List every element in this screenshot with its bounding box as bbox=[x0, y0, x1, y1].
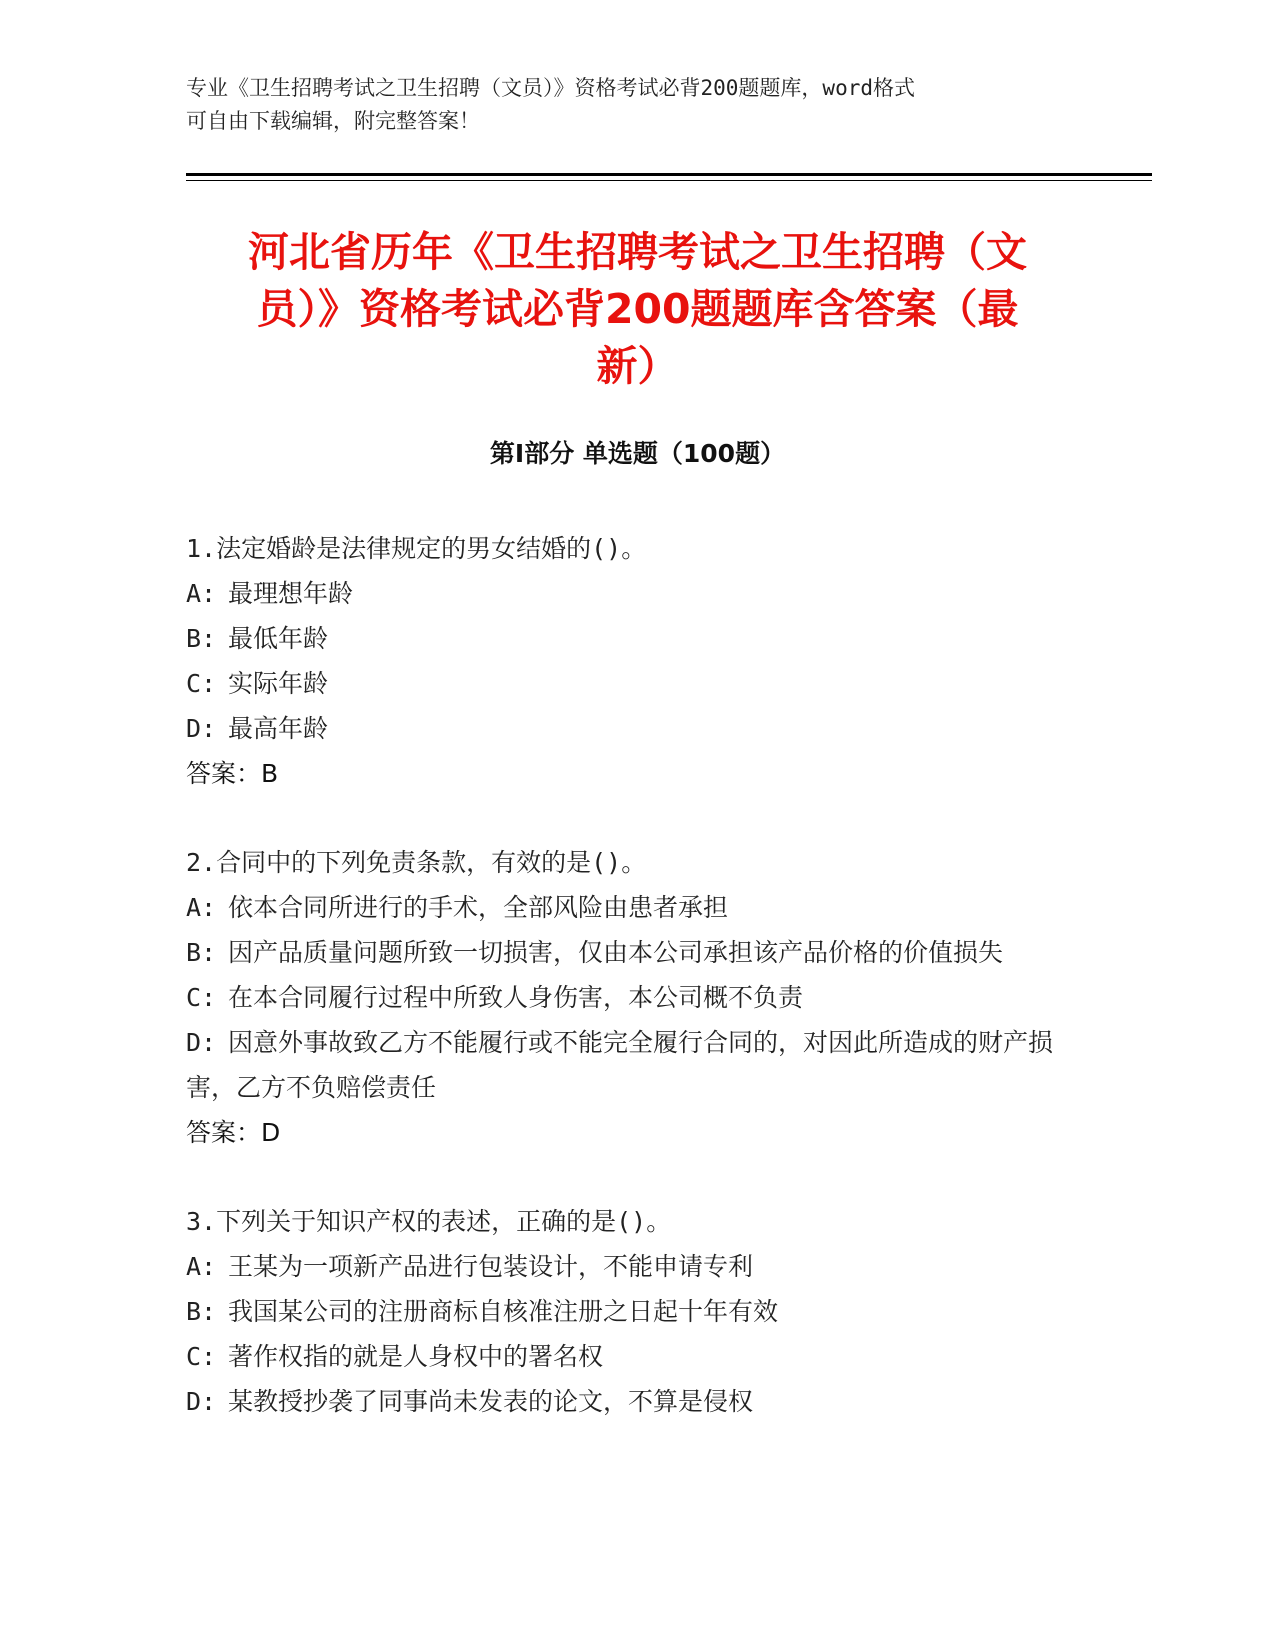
option-d bbox=[186, 1020, 1076, 1110]
header-note-line-2: 可自由下载编辑，附完整答案！ bbox=[186, 109, 480, 133]
header-note bbox=[186, 72, 1066, 138]
option-c bbox=[186, 1334, 1076, 1379]
option-b bbox=[186, 1289, 1076, 1334]
option-key: B: bbox=[186, 1297, 217, 1326]
question-stem: 2.合同中的下列免责条款，有效的是()。 bbox=[186, 848, 647, 877]
option-text: 某教授抄袭了同事尚未发表的论文，不算是侵权 bbox=[228, 1387, 754, 1416]
option-c bbox=[186, 975, 1076, 1020]
option-d bbox=[186, 706, 1076, 751]
option-c bbox=[186, 661, 1076, 706]
option-key: C: bbox=[186, 983, 217, 1012]
option-a bbox=[186, 1244, 1076, 1289]
option-a bbox=[186, 571, 1076, 616]
option-key: C: bbox=[186, 1342, 217, 1371]
header-divider-thin bbox=[186, 180, 1152, 181]
option-b bbox=[186, 616, 1076, 661]
option-key: B: bbox=[186, 938, 217, 967]
option-key: C: bbox=[186, 669, 217, 698]
question-2 bbox=[186, 840, 1076, 1155]
section-heading: 第I部分 单选题（100题） bbox=[489, 439, 786, 468]
option-b bbox=[186, 930, 1076, 975]
document-title-line-3: 新） bbox=[596, 342, 679, 390]
header-note-line-1: 专业《卫生招聘考试之卫生招聘（文员）》资格考试必背200题题库，word格式 bbox=[186, 76, 915, 100]
option-key: D: bbox=[186, 1028, 217, 1057]
option-text: 实际年龄 bbox=[228, 669, 329, 698]
document-title-line-2: 员）》资格考试必背200题题库含答案（最 bbox=[256, 285, 1019, 333]
option-a bbox=[186, 885, 1076, 930]
option-key: A: bbox=[186, 893, 217, 922]
document-title-line-1: 河北省历年《卫生招聘考试之卫生招聘（文 bbox=[248, 228, 1027, 276]
option-key: D: bbox=[186, 1387, 217, 1416]
option-text: 在本合同履行过程中所致人身伤害，本公司概不负责 bbox=[228, 983, 804, 1012]
option-text: 王某为一项新产品进行包装设计，不能申请专利 bbox=[228, 1252, 754, 1281]
option-text: 我国某公司的注册商标自核准注册之日起十年有效 bbox=[228, 1297, 779, 1326]
option-text: 因意外事故致乙方不能履行或不能完全履行合同的，对因此所造成的财产损害，乙方不负赔偿责任 bbox=[186, 1028, 1054, 1102]
question-stem: 3.下列关于知识产权的表述，正确的是()。 bbox=[186, 1207, 672, 1236]
question-list bbox=[186, 526, 1076, 1468]
option-d bbox=[186, 1379, 1076, 1424]
header-divider-thick bbox=[186, 173, 1152, 176]
answer-line: 答案：B bbox=[186, 759, 279, 788]
option-text: 最高年龄 bbox=[228, 714, 329, 743]
option-key: A: bbox=[186, 579, 217, 608]
option-text: 最低年龄 bbox=[228, 624, 329, 653]
question-3 bbox=[186, 1199, 1076, 1424]
option-text: 依本合同所进行的手术，全部风险由患者承担 bbox=[228, 893, 729, 922]
option-text: 最理想年龄 bbox=[228, 579, 354, 608]
option-key: D: bbox=[186, 714, 217, 743]
option-text: 著作权指的就是人身权中的署名权 bbox=[228, 1342, 604, 1371]
option-key: B: bbox=[186, 624, 217, 653]
option-key: A: bbox=[186, 1252, 217, 1281]
document-title bbox=[190, 224, 1085, 395]
answer-line: 答案：D bbox=[186, 1118, 281, 1147]
option-text: 因产品质量问题所致一切损害，仅由本公司承担该产品价格的价值损失 bbox=[228, 938, 1004, 967]
question-1 bbox=[186, 526, 1076, 796]
question-stem: 1.法定婚龄是法律规定的男女结婚的()。 bbox=[186, 534, 647, 563]
